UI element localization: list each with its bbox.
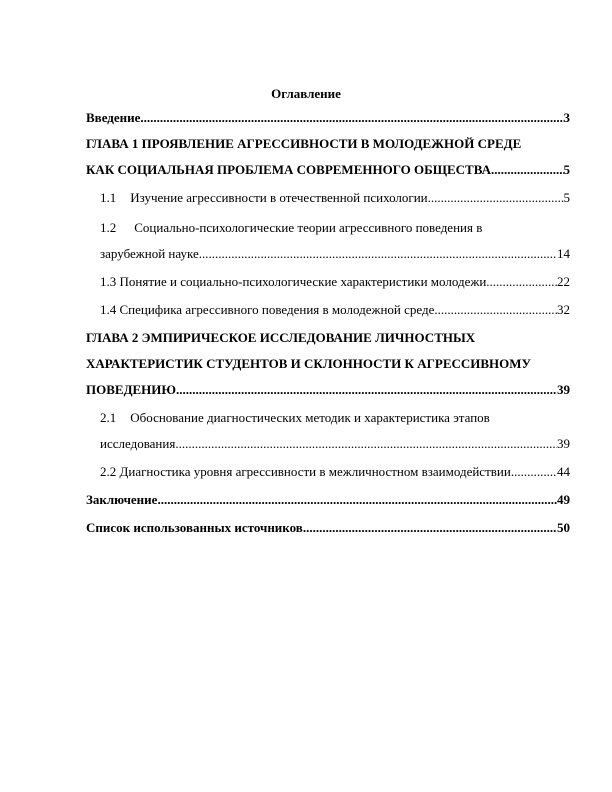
- toc-entry-text: исследования: [100, 436, 176, 451]
- toc-entry-text: Введение: [86, 110, 141, 125]
- toc-section-number: 1.2: [100, 220, 117, 235]
- dot-leader: [176, 382, 557, 398]
- toc-section-2-2[interactable]: [100, 464, 570, 480]
- toc-section-2-1-line-1[interactable]: [100, 410, 570, 426]
- toc-page-number: 39: [557, 382, 570, 397]
- toc-entry-text: ГЛАВА 2 ЭМПИРИЧЕСКОЕ ИССЛЕДОВАНИЕ ЛИЧНОСТНЫХ: [86, 330, 476, 345]
- toc-page-number: 3: [563, 110, 570, 125]
- toc-section-number: 1.1: [100, 190, 117, 205]
- dot-leader: [428, 190, 564, 206]
- toc-page-number: 14: [557, 246, 570, 261]
- toc-page-number: 49: [557, 492, 570, 507]
- toc-entry-text: 1.3 Понятие и социально-психологические характеристики молодежи: [100, 274, 487, 289]
- toc-title: Оглавление: [271, 86, 341, 101]
- toc-entry-text: Список использованных источников: [86, 520, 303, 535]
- toc-section-1-1[interactable]: [100, 190, 570, 206]
- dot-leader: [140, 110, 563, 126]
- toc-page-number: 39: [557, 436, 570, 451]
- toc-page-number: 5: [563, 162, 570, 177]
- toc-entry-text: Социально-психологические теории агрессивного поведения в: [134, 220, 483, 235]
- toc-entry-text: Заключение: [86, 492, 158, 507]
- dot-leader: [491, 162, 564, 178]
- dot-leader: [199, 246, 557, 262]
- toc-entry-text: Обоснование диагностических методик и характеристика этапов: [130, 410, 490, 425]
- dot-leader: [486, 274, 557, 290]
- toc-page-number: 32: [557, 302, 570, 317]
- toc-section-2-1-line-2[interactable]: [100, 436, 570, 452]
- toc-entry-text: зарубежной науке: [100, 246, 199, 261]
- toc-section-1-2-line-2[interactable]: [100, 246, 570, 262]
- toc-section-1-4[interactable]: [100, 302, 570, 318]
- toc-page-number: 5: [563, 190, 570, 205]
- dot-leader: [303, 520, 557, 536]
- toc-chapter-1-line-2[interactable]: [86, 162, 570, 178]
- toc-page-number: 22: [557, 274, 570, 289]
- toc-entry-text: 1.4 Специфика агрессивного поведения в молодежной среде: [100, 302, 435, 317]
- toc-entry-references[interactable]: [86, 520, 570, 536]
- toc-entry-text: ХАРАКТЕРИСТИК СТУДЕНТОВ И СКЛОННОСТИ К АГРЕССИВНОМУ: [86, 356, 532, 371]
- toc-page-number: 44: [557, 464, 570, 479]
- toc-entry-text: КАК СОЦИАЛЬНАЯ ПРОБЛЕМА СОВРЕМЕННОГО ОБЩЕСТВА: [86, 162, 491, 177]
- toc-entry-text: ГЛАВА 1 ПРОЯВЛЕНИЕ АГРЕССИВНОСТИ В МОЛОДЕЖНОЙ СРЕДЕ: [86, 136, 522, 151]
- toc-entry-conclusion[interactable]: [86, 492, 570, 508]
- dot-leader: [157, 492, 557, 508]
- toc-chapter-1-line-1[interactable]: [86, 136, 570, 152]
- toc-entry-text: ПОВЕДЕНИЮ: [86, 382, 177, 397]
- dot-leader: [511, 464, 557, 480]
- toc-entry-text: Изучение агрессивности в отечественной психологии: [130, 190, 428, 205]
- toc-chapter-2-line-3[interactable]: [86, 382, 570, 398]
- toc-page-number: 50: [557, 520, 570, 535]
- toc-chapter-2-line-2[interactable]: [86, 356, 570, 372]
- dot-leader: [175, 436, 557, 452]
- toc-entry-introduction[interactable]: [86, 110, 570, 126]
- toc-section-1-2-line-1[interactable]: [100, 220, 570, 236]
- toc-section-number: 2.1: [100, 410, 117, 425]
- toc-section-1-3[interactable]: [100, 274, 570, 290]
- toc-entry-text: 2.2 Диагностика уровня агрессивности в межличностном взаимодействии: [100, 464, 511, 479]
- toc-chapter-2-line-1[interactable]: [86, 330, 570, 346]
- dot-leader: [434, 302, 557, 318]
